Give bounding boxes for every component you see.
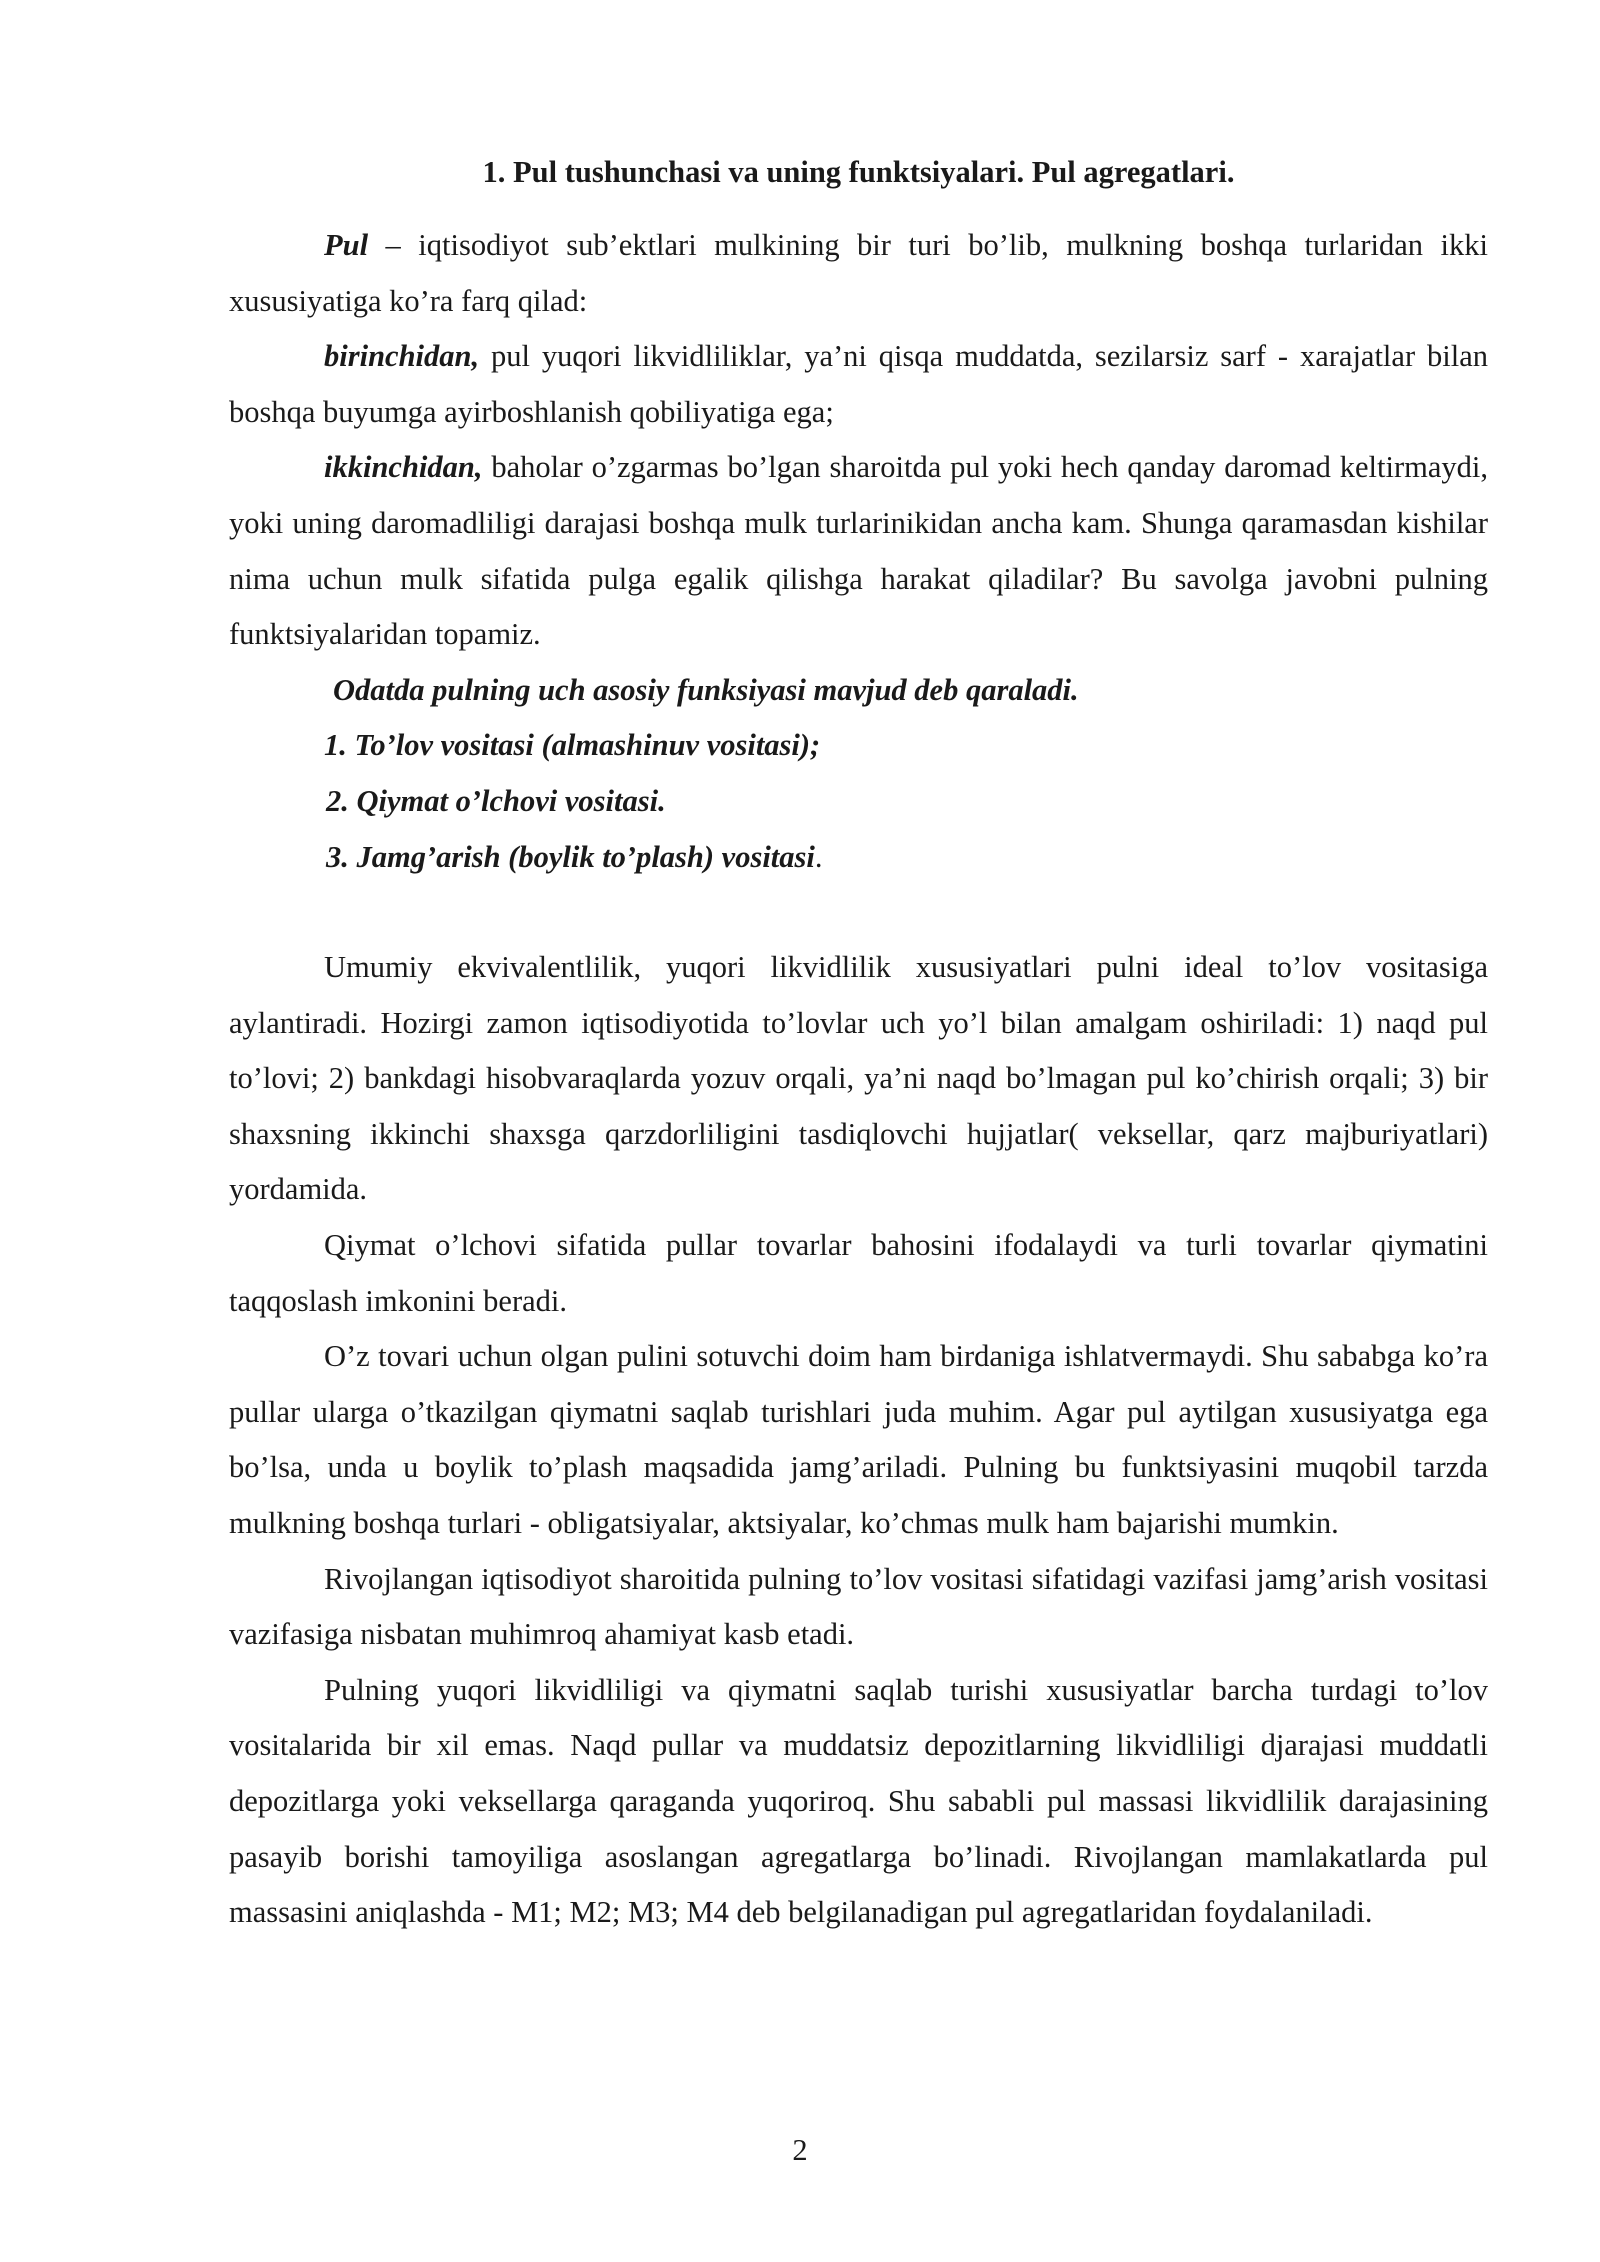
second-paragraph [229,440,1488,662]
function-item-3-tail: . [814,839,823,874]
intro-text: – iqtisodiyot sub’ektlari mulkining bir turi bo’lib, mulkning boshqa turlaridan ikki xususiyatiga ko’ra farq qilad: [229,228,1488,318]
function-item-1: 1. To’lov vositasi (almashinuv vositasi); [324,728,821,763]
page-number: 2 [792,2133,808,2167]
first-paragraph [229,329,1488,440]
main-text-block [229,940,1488,1941]
body-paragraph: Rivojlangan iqtisodiyot sharoitida pulning to’lov vositasi sifatidagi vazifasi jamg’arish vositasi vazifasiga nisbatan muhimroq ahamiyat kasb etadi. [229,1561,1488,1652]
body-paragraph: Qiymat o’lchovi sifatida pullar tovarlar bahosini ifodalaydi va turli tovarlar qiymatini taqqoslash imkonini beradi. [229,1227,1488,1318]
second-lead: ikkinchidan, [324,450,483,485]
function-item-3-text: 3. Jamg’arish (boylik to’plash) vositasi [326,839,815,874]
body-paragraph: Pulning yuqori likvidliligi va qiymatni saqlab turishi xususiyatlar barcha turdagi to’lov vositalarida bir xil emas. Naqd pullar va muddatsiz depozitlarning likvidliligi djarajasi muddatli depozitlarga yoki veksellarga qaraganda yuqoriroq. Shu sababli pul massasi likvidlilik darajasining pasayib borishi tamoyiliga asoslangan agregatlarga bo’linadi. Rivojlangan mamlakatlarda pul massasini aniqlashda - M1; M2; M3; M4 deb belgilanadigan pul agregatlaridan foydalaniladi. [229,1672,1488,1930]
function-item-3 [229,830,1488,886]
first-lead: birinchidan, [324,339,480,374]
intro-lead: Pul [324,228,369,262]
body-paragraph: Umumiy ekvivalentlilik, yuqori likvidlilik xususiyatlari pulni ideal to’lov vositasiga aylantiradi. Hozirgi zamon iqtisodiyotida to’lovlar uch yo’l bilan amalgam oshiriladi: 1) naqd pul to’lovi; 2) bankdagi hisobvaraqlarda yozuv orqali, ya’ni naqd bo’lmagan pul ko’chirish orqali; 3) bir shaxsning ikkinchi shaxsga qarzdorliligini tasdiqlovchi hujjatlar( veksellar, qarz majburiyatlari) yordamida. [229,950,1488,1207]
second-text: baholar o’zgarmas bo’lgan sharoitda pul yoki hech qanday daromad keltirmaydi, yoki uning daromadliligi darajasi boshqa mulk turlarinikidan ancha kam. Shunga qaramasdan kishilar nima uchun mulk sifatida pulga egalik qilishga harakat qiladilar? Bu savolga javobni pulning funktsiyalaridan topamiz. [229,450,1488,652]
body-paragraph: O’z tovari uchun olgan pulini sotuvchi doim ham birdaniga ishlatvermaydi. Shu sababga ko’ra pullar ularga o’tkazilgan qiymatni saqlab turishlari juda muhim. Agar pul aytilgan xususiyatga ega bo’lsa, unda u boylik to’plash maqsadida jamg’ariladi. Pulning bu funktsiyasini muqobil tarzda mulkning boshqa turlari - obligatsiyalar, aktsiyalar, ko’chmas mulk ham bajarishi mumkin. [229,1339,1488,1540]
function-item-2: 2. Qiymat o’lchovi vositasi. [326,783,666,818]
first-text: pul yuqori likvidliliklar, ya’ni qisqa muddatda, sezilarsiz sarf - xarajatlar bilan boshqa buyumga ayirboshlanish qobiliyatiga ega; [229,339,1488,429]
intro-paragraph [229,218,1488,329]
intro-block [229,218,1488,885]
functions-heading: Odatda pulning uch asosiy funksiyasi mavjud deb qaraladi. [333,672,1079,707]
section-title: 1. Pul tushunchasi va uning funktsiyalari. Pul agregatlari. [482,155,1235,189]
